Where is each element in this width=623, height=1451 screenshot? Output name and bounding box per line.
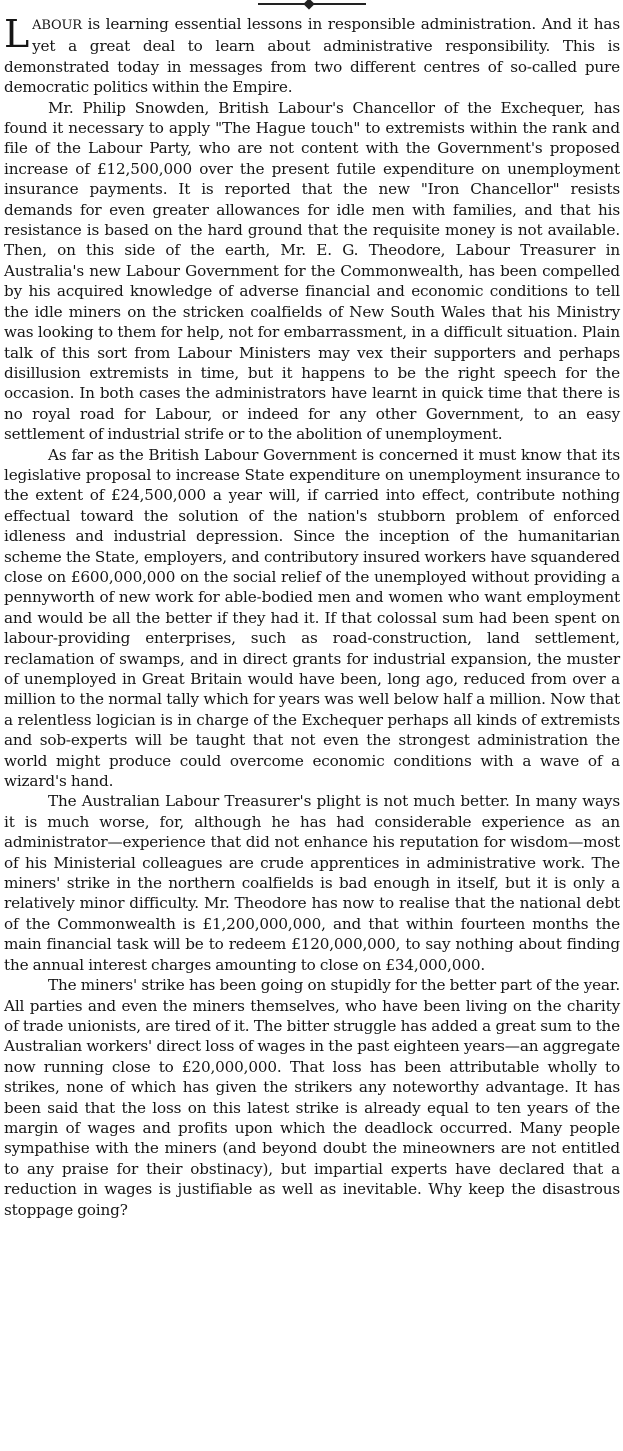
paragraph-text: is learning essential lessons in responsible administration. And it has yet a great deal to learn about administrative responsibility. This is demonstrated today in messages from two different centres of so-called pure democratic politics within the Empire.: [4, 15, 620, 97]
article-paragraph-4: The Australian Labour Treasurer's plight is not much better. In many ways it is much worse, for, although he has had considerable experience as an administrator—experience that did not enhance his reputation for wisdom—most of his Ministerial colleagues are crude apprentices in administrative work. The miners' strike in the northern coalfields is bad enough in itself, but it is only a relatively minor difficulty. Mr. Theodore has now to realise that the national debt of the Commonwealth is £1,200,000,000, and that within fourteen months the main financial task will be to redeem £120,000,000, to say nothing about finding the annual interest charges amounting to close on £34,000,000.: [4, 792, 620, 974]
article-body: [4, 14, 620, 1220]
lead-word-small-caps: ABOUR: [32, 18, 82, 33]
article-paragraph-3: As far as the British Labour Government is concerned it must know that its legislative proposal to increase State expenditure on unemployment insurance to the extent of £24,500,000 a year will, if carried into effect, contribute nothing effectual toward the solution of the nation's stubborn problem of enforced idleness and industrial depression. Since the inception of the humanitarian scheme the State, employers, and contributory insured workers have squandered close on £600,000,000 on the social relief of the unemployed without providing a pennyworth of new work for able-bodied men and women who want employment and would be all the better if they had it. If that colossal sum had been spent on labour-providing enterprises, such as road-construction, land settlement, reclamation of swamps, and in direct grants for industrial expansion, the muster of unemployed in Great Britain would have been, long ago, reduced from over a million to the normal tally which for years was well below half a million. Now that a relentless logician is in charge of the Exchequer perhaps all kinds of extremists and sob-experts will be taught that not even the strongest administration the world might produce could overcome economic conditions with a wave of a wizard's hand.: [4, 445, 620, 791]
article-paragraph-2: Mr. Philip Snowden, British Labour's Chancellor of the Exchequer, has found it necessary to apply "The Hague touch" to extremists within the rank and file of the Labour Party, who are not content with the Government's proposed increase of £12,500,000 over the present futile expenditure on unemployment insurance payments. It is reported that the new "Iron Chancellor" resists demands for even greater allowances for idle men with families, and that his resistance is based on the hard ground that the requisite money is not available. Then, on this side of the earth, Mr. E. G. Theodore, Labour Treasurer in Australia's new Labour Government for the Commonwealth, has been compelled by his acquired knowledge of adverse financial and economic conditions to tell the idle miners on the stricken coalfields of New South Wales that his Ministry was looking to them for help, not for embarrassment, in a difficult situation. Plain talk of this sort from Labour Ministers may vex their supporters and perhaps disillusion extremists in time, but it happens to be the right speech for the occasion. In both cases the administrators have learnt in quick time that there is no royal road for Labour, or indeed for any other Government, to an easy settlement of industrial strife or to the abolition of unemployment.: [4, 98, 620, 444]
drop-cap-letter: L: [4, 12, 30, 56]
article-paragraph-1: [4, 14, 620, 98]
article-paragraph-5: The miners' strike has been going on stupidly for the better part of the year. All parties and even the miners themselves, who have been living on the charity of trade unionists, are tired of it. The bitter struggle has added a great sum to the Australian workers' direct loss of wages in the past eighteen years—an aggregate now running close to £20,000,000. That loss has been attributable wholly to strikes, none of which has given the strikers any noteworthy advantage. It has been said that the loss on this latest strike is already equal to ten years of the margin of wages and profits upon which the deadlock occurred. Many people sympathise with the miners (and beyond doubt the mineowners are not entitled to any praise for their obstinacy), but impartial experts have declared that a reduction in wages is justifiable as well as inevitable. Why keep the disastrous stoppage going?: [4, 976, 620, 1219]
top-rule-ornament: [303, 0, 314, 10]
